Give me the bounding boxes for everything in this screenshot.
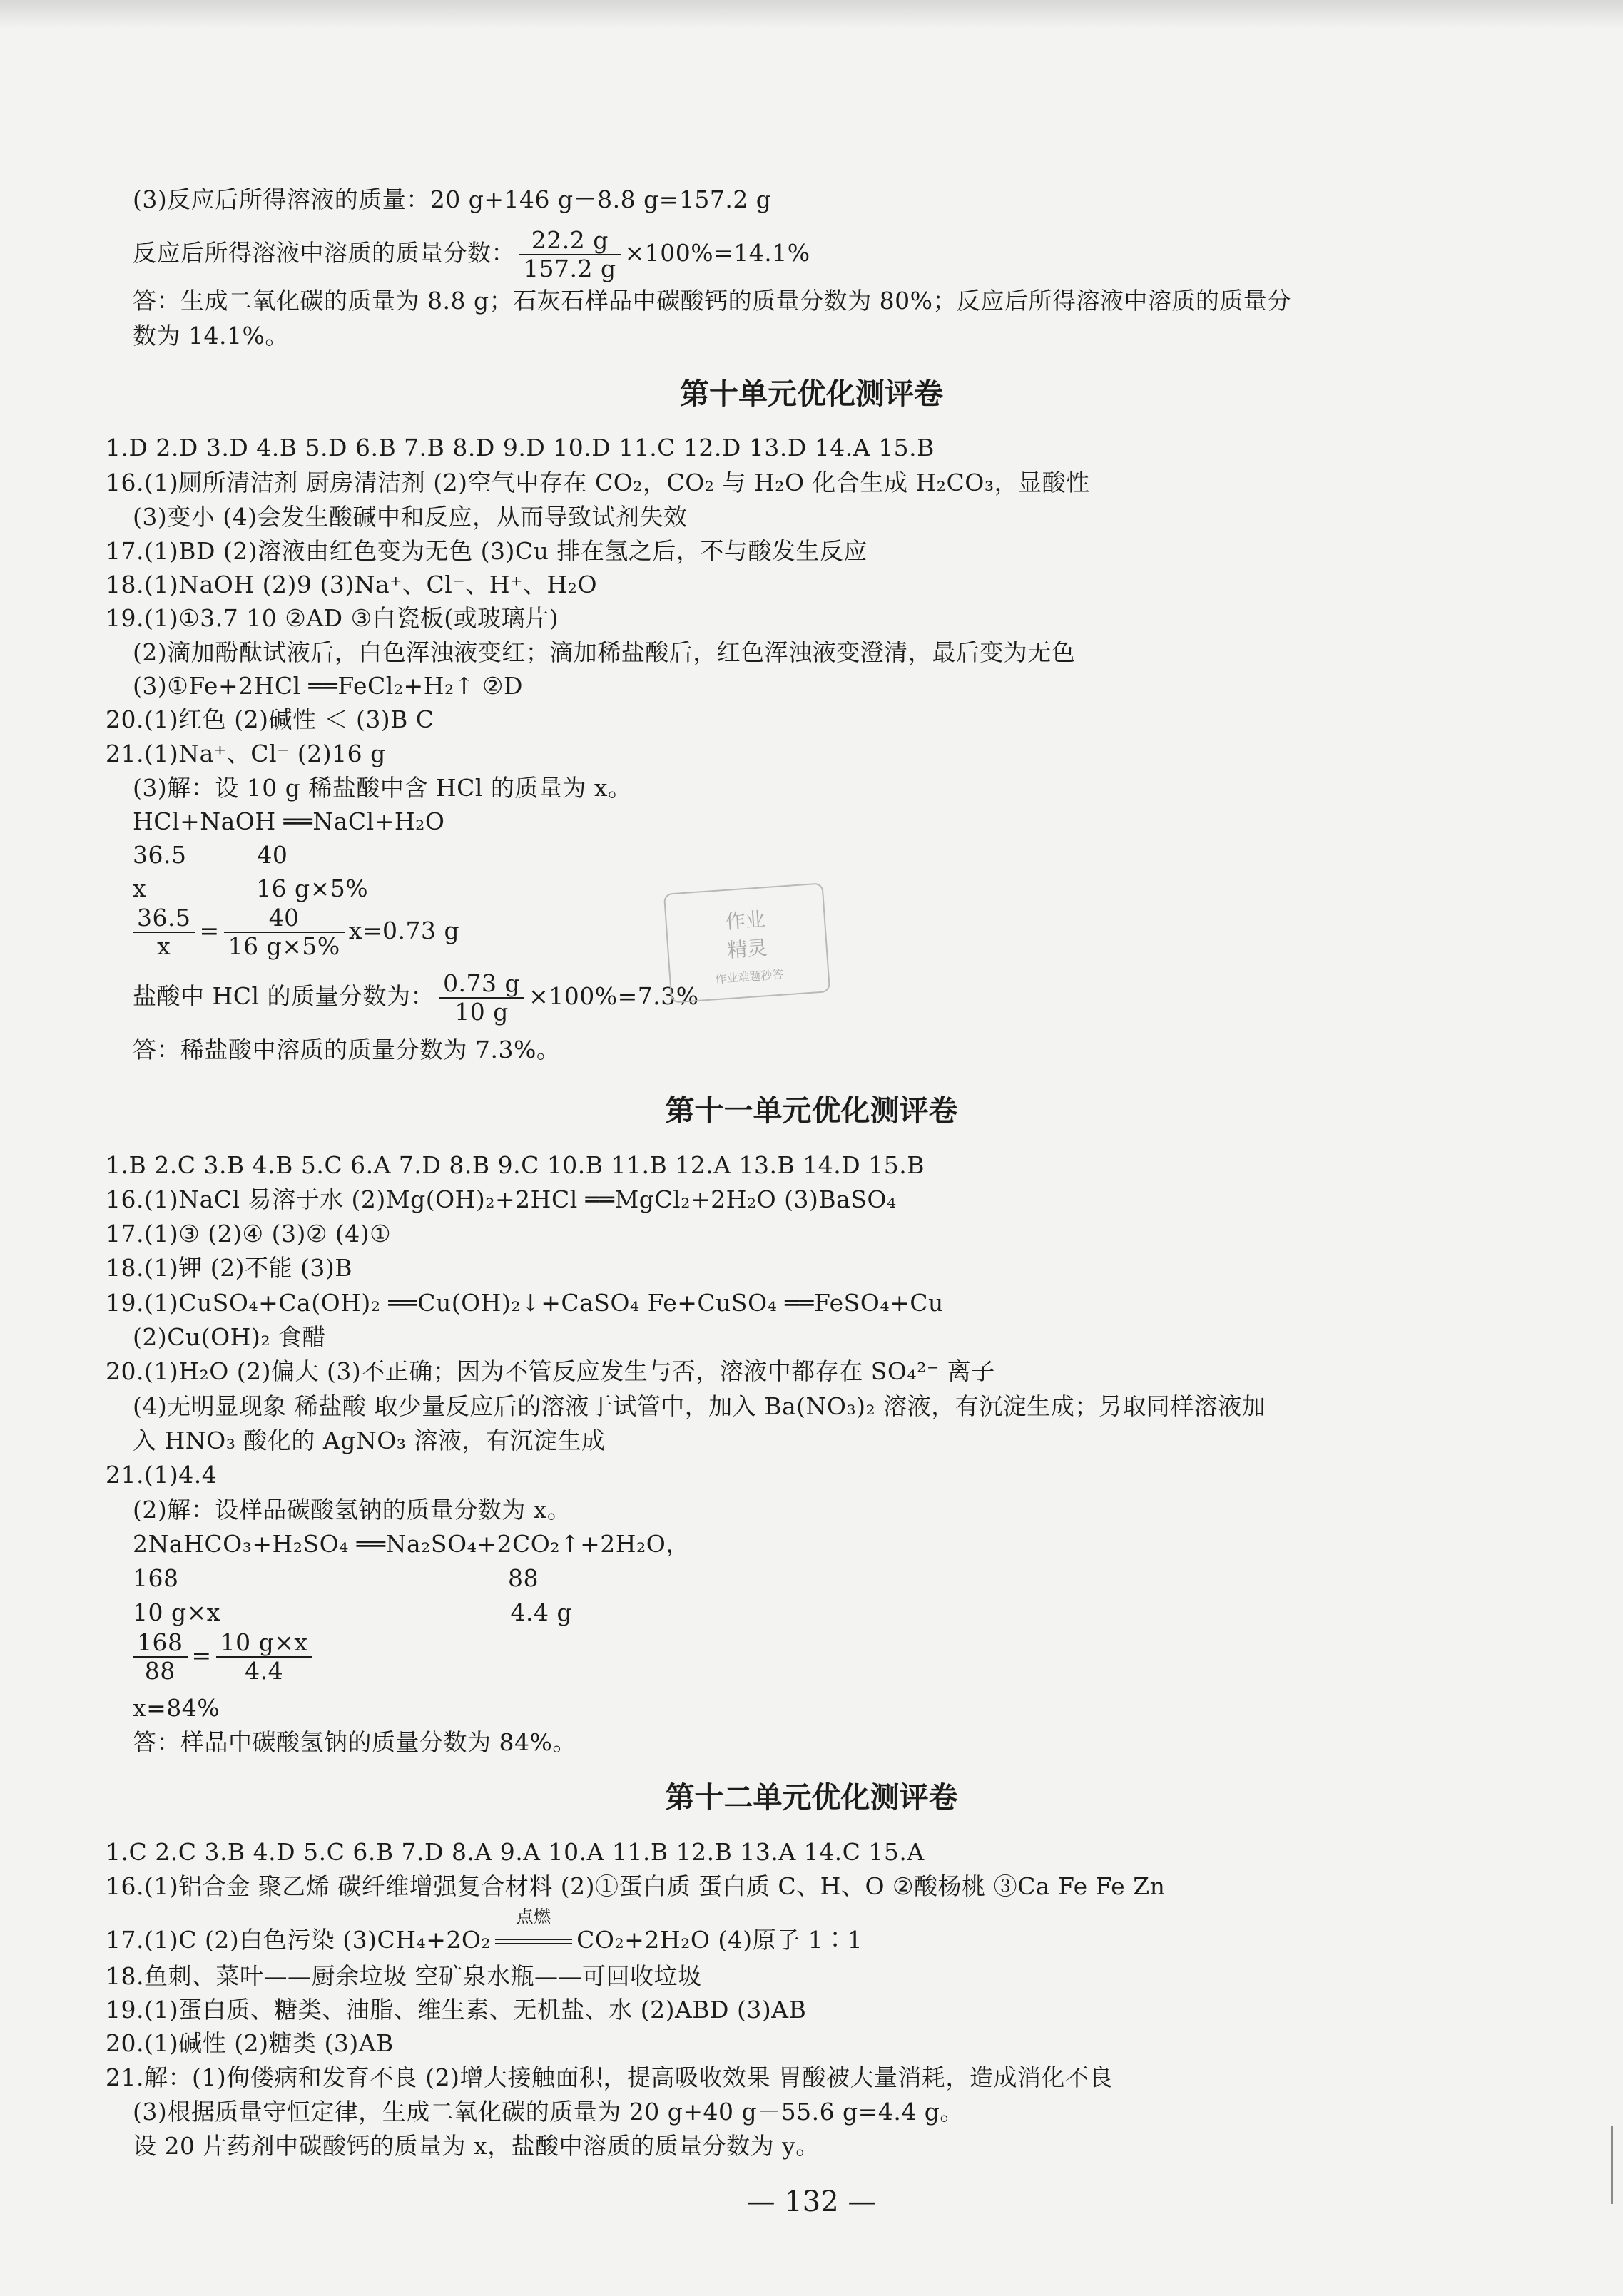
fraction bbox=[519, 227, 621, 282]
text-line: 21.(1)Na⁺、Cl⁻ (2)16 g bbox=[106, 740, 386, 767]
text-line: (3)①Fe+2HCl ══FeCl₂+H₂↑ ②D bbox=[133, 672, 523, 700]
text-line: 36.5 40 bbox=[133, 841, 288, 869]
text-line: 16.(1)厕所清洁剂 厨房清洁剂 (2)空气中存在 CO₂，CO₂ 与 H₂O 化合生成 H₂CO₃，显酸性 bbox=[106, 469, 1090, 496]
text-line: 20.(1)碱性 (2)糖类 (3)AB bbox=[106, 2029, 394, 2057]
text-line: x 16 g×5% bbox=[133, 874, 369, 902]
text-segment: 17.(1)C (2)白色污染 (3)CH₄+2O₂ bbox=[106, 1926, 492, 1954]
scan-top-band bbox=[0, 0, 1623, 29]
reaction-condition bbox=[491, 1907, 576, 1956]
text-line: 答：样品中碳酸氢钠的质量分数为 84%。 bbox=[133, 1728, 576, 1756]
text-line: 18.鱼刺、菜叶——厨余垃圾 空矿泉水瓶——可回收垃圾 bbox=[106, 1962, 702, 1990]
text-line: 16.(1)铝合金 聚乙烯 碳纤维增强复合材料 (2)①蛋白质 蛋白质 C、H、O ②酸杨桃 ③Ca Fe Fe Zn bbox=[106, 1872, 1166, 1900]
text-line: (3)解：设 10 g 稀盐酸中含 HCl 的质量为 x。 bbox=[133, 774, 632, 802]
fraction bbox=[133, 1629, 188, 1685]
equation-line: 2NaHCO₃+H₂SO₄ ══Na₂SO₄+2CO₂↑+2H₂O， bbox=[133, 1530, 690, 1558]
text-line: 19.(1)蛋白质、糖类、油脂、维生素、无机盐、水 (2)ABD (3)AB bbox=[106, 1996, 807, 2024]
numerator: 40 bbox=[224, 904, 345, 933]
text-line: 17.(1)BD (2)溶液由红色变为无色 (3)Cu 排在氢之后，不与酸发生反应 bbox=[106, 537, 868, 565]
fraction bbox=[224, 904, 345, 960]
text-line: 设 20 片药剂中碳酸钙的质量为 x，盐酸中溶质的质量分数为 y。 bbox=[133, 2132, 820, 2160]
watermark-stamp bbox=[663, 882, 830, 1003]
text-line: x=84% bbox=[133, 1694, 220, 1722]
text-line: 答：稀盐酸中溶质的质量分数为 7.3%。 bbox=[133, 1036, 561, 1063]
text-line: (3)反应后所得溶液的质量：20 g+146 g－8.8 g=157.2 g bbox=[133, 185, 772, 213]
text-line: 18.(1)NaOH (2)9 (3)Na⁺、Cl⁻、H⁺、H₂O bbox=[106, 571, 598, 598]
text-line: (2)解：设样品碳酸氢钠的质量分数为 x。 bbox=[133, 1496, 571, 1524]
text-segment: CO₂+2H₂O (4)原子 1∶1 bbox=[576, 1926, 863, 1954]
text-segment: ×100%=7.3% bbox=[529, 982, 699, 1010]
text-segment: x=0.73 g bbox=[348, 917, 460, 944]
numerator: 10 g×x bbox=[216, 1629, 312, 1658]
text-segment: 反应后所得溶液中溶质的质量分数： bbox=[133, 239, 515, 267]
text-line: 答：生成二氧化碳的质量为 8.8 g；石灰石样品中碳酸钙的质量分数为 80%；反应后所得溶液中溶质的质量分 bbox=[133, 287, 1291, 315]
fraction bbox=[216, 1629, 312, 1685]
numerator: 22.2 g bbox=[519, 227, 621, 255]
answer-row: 1.C 2.C 3.B 4.D 5.C 6.B 7.D 8.A 9.A 10.A 11.B 12.B 13.A 14.C 15.A bbox=[106, 1838, 925, 1866]
text-line: (3)根据质量守恒定律，生成二氧化碳的质量为 20 g+40 g－55.6 g=4.4 g。 bbox=[133, 2098, 964, 2126]
answer-row: 1.B 2.C 3.B 4.B 5.C 6.A 7.D 8.B 9.C 10.B 11.B 12.A 13.B 14.D 15.B bbox=[106, 1151, 925, 1179]
text-line: 168 88 bbox=[133, 1564, 539, 1592]
text-line: (2)滴加酚酞试液后，白色浑浊液变红；滴加稀盐酸后，红色浑浊液变澄清，最后变为无色 bbox=[133, 638, 1076, 666]
fraction bbox=[133, 904, 195, 960]
denominator: 16 g×5% bbox=[228, 932, 340, 960]
section-title-unit10: 第十单元优化测评卷 bbox=[680, 377, 943, 411]
denominator: 157.2 g bbox=[524, 255, 616, 282]
denominator: 4.4 bbox=[245, 1657, 284, 1685]
text-line: 21.(1)4.4 bbox=[106, 1461, 218, 1489]
equation-line: HCl+NaOH ══NaCl+H₂O bbox=[133, 807, 445, 835]
section-title-unit11: 第十一单元优化测评卷 bbox=[665, 1093, 958, 1128]
page-number: — 132 — bbox=[746, 2185, 877, 2218]
answer-row: 1.D 2.D 3.D 4.B 5.D 6.B 7.B 8.D 9.D 10.D 11.C 12.D 13.D 14.A 15.B bbox=[106, 434, 935, 461]
denominator: 88 bbox=[144, 1657, 175, 1685]
denominator: x bbox=[157, 932, 171, 960]
condition-label: 点燃 bbox=[516, 1907, 551, 1927]
equation-line bbox=[106, 1907, 863, 1956]
text-line: 10 g×x 4.4 g bbox=[133, 1598, 573, 1626]
text-segment: ×100%=14.1% bbox=[624, 239, 810, 267]
text-line: 21.解：(1)佝偻病和发育不良 (2)增大接触面积，提高吸收效果 胃酸被大量消耗，造成消化不良 bbox=[106, 2063, 1113, 2091]
text-line: 17.(1)③ (2)④ (3)② (4)① bbox=[106, 1220, 392, 1248]
text-line: 19.(1)①3.7 10 ②AD ③白瓷板(或玻璃片) bbox=[106, 604, 559, 632]
numerator: 0.73 g bbox=[439, 970, 524, 999]
stamp-text: 作业难题秒答 bbox=[714, 967, 784, 986]
text-line: 入 HNO₃ 酸化的 AgNO₃ 溶液，有沉淀生成 bbox=[133, 1427, 606, 1454]
text-line: 19.(1)CuSO₄+Ca(OH)₂ ══Cu(OH)₂↓+CaSO₄ Fe+CuSO₄ ══FeSO₄+Cu bbox=[106, 1289, 944, 1317]
proportion-line: $\frac{168}{88}$ = $\frac{10 g\times x}{4.4}$ bbox=[133, 1629, 317, 1685]
text-line: 20.(1)红色 (2)碱性 ＜ (3)B C bbox=[106, 705, 434, 733]
text-segment: 盐酸中 HCl 的质量分数为： bbox=[133, 982, 435, 1010]
numerator: 36.5 bbox=[133, 904, 195, 933]
fraction bbox=[439, 970, 524, 1026]
fraction-line bbox=[133, 227, 810, 282]
text-line: 18.(1)钾 (2)不能 (3)B bbox=[106, 1254, 352, 1282]
proportion-line: $\frac{36.5}{x}$ = $\frac{40}{16 g\times 5\%}$ x=0.73 g bbox=[133, 904, 459, 960]
text-line: 20.(1)H₂O (2)偏大 (3)不正确；因为不管反应发生与否，溶液中都存在 SO₄²⁻ 离子 bbox=[106, 1357, 995, 1385]
text-line: (4)无明显现象 稀盐酸 取少量反应后的溶液于试管中，加入 Ba(NO₃)₂ 溶液，有沉淀生成；另取同样溶液加 bbox=[133, 1392, 1266, 1420]
text-line: (3)变小 (4)会发生酸碱中和反应，从而导致试剂失效 bbox=[133, 503, 688, 531]
text-line: 16.(1)NaCl 易溶于水 (2)Mg(OH)₂+2HCl ══MgCl₂+2H₂O (3)BaSO₄ bbox=[106, 1185, 897, 1213]
section-title-unit12: 第十二单元优化测评卷 bbox=[665, 1780, 958, 1815]
text-line: (2)Cu(OH)₂ 食醋 bbox=[133, 1323, 327, 1351]
text-line: 数为 14.1%。 bbox=[133, 322, 289, 349]
stamp-text: 作业 bbox=[724, 907, 766, 934]
denominator: 10 g bbox=[454, 998, 509, 1026]
numerator: 168 bbox=[133, 1629, 188, 1658]
stamp-text: 精灵 bbox=[726, 936, 768, 962]
fraction-line bbox=[133, 970, 699, 1026]
reaction-arrow bbox=[495, 1939, 572, 1944]
scan-edge-mark bbox=[1611, 2126, 1613, 2204]
